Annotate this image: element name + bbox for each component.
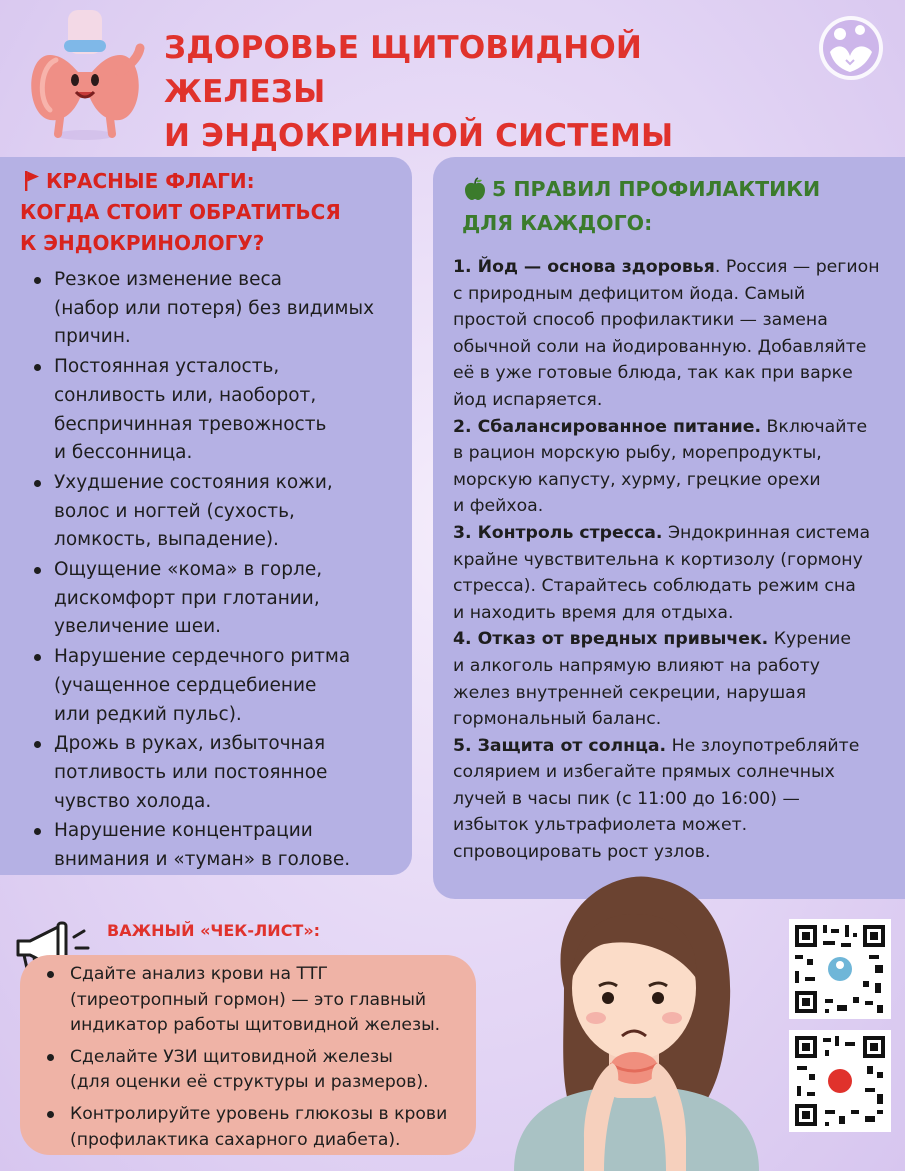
- rule-item: [453, 733, 893, 866]
- rule-title: 5. Защита от солнца.: [453, 735, 667, 756]
- list-item: Ощущение «кома» в горле, дискомфорт при глотании, увеличение шеи.: [30, 556, 400, 642]
- red-flags-heading-line-2: КОГДА СТОИТ ОБРАТИТЬСЯ: [20, 200, 341, 224]
- page-title: [164, 26, 804, 158]
- rule-item: [453, 414, 893, 520]
- list-item: Сделайте УЗИ щитовидной железы (для оценки её структуры и размеров).: [44, 1045, 476, 1096]
- woman-sore-throat-illustration: [504, 868, 766, 1171]
- rule-text: Не злоупотребляйте солярием и избегайте прямых солнечных лучей в часы пик (с 11:00 до 16:00) — избыток ультрафиолета может. спровоцировать рост узлов.: [453, 735, 860, 863]
- red-flag-icon: [24, 170, 40, 192]
- checklist-title: ВАЖНЫЙ «ЧЕК-ЛИСТ»:: [107, 921, 321, 940]
- prevention-rules-list: [453, 254, 893, 866]
- list-item: Дрожь в руках, избыточная потливость или постоянное чувство холода.: [30, 730, 400, 816]
- rule-item: [453, 626, 893, 732]
- red-flags-list: [30, 266, 400, 875]
- rule-text: Эндокринная система крайне чувствительна к кортизолу (гормону стресса). Старайтесь соблюдать режим сна и находить время для отдыха.: [453, 522, 871, 623]
- prevention-rules-heading: [462, 172, 882, 240]
- red-flags-heading-line-3: К ЭНДОКРИНОЛОГУ?: [20, 231, 265, 255]
- thyroid-mascot-illustration: [20, 10, 150, 145]
- rule-title: 2. Сбалансированное питание.: [453, 416, 762, 437]
- qr-code-secondary: [789, 1030, 891, 1132]
- title-line-1: ЗДОРОВЬЕ ЩИТОВИДНОЙ ЖЕЛЕЗЫ: [164, 30, 643, 110]
- rule-item: [453, 520, 893, 626]
- rule-text: Курение и алкоголь напрямую влияют на работу желез внутренней секреции, нарушая гормональный баланс.: [453, 629, 852, 730]
- list-item: Ухудшение состояния кожи, волос и ногтей (сухость, ломкость, выпадение).: [30, 469, 400, 555]
- organization-logo: [816, 14, 886, 82]
- qr-code-organization: [789, 919, 891, 1019]
- rule-text: . Россия — регион с природным дефицитом йода. Самый простой способ профилактики — замена обычной соли на йодированную. Добавляйте её в уже готовые блюда, так как при варке йод испаряется.: [453, 257, 880, 410]
- prevention-heading-line-2: ДЛЯ КАЖДОГО:: [462, 211, 653, 235]
- apple-icon: [464, 177, 486, 201]
- title-line-2: И ЭНДОКРИННОЙ СИСТЕМЫ: [164, 118, 674, 154]
- list-item: Контролируйте уровень глюкозы в крови (профилактика сахарного диабета).: [44, 1102, 476, 1153]
- red-flags-heading: [20, 166, 400, 259]
- rule-text: Включайте в рацион морскую рыбу, морепродукты, морскую капусту, хурму, грецкие орехи и фейхоа.: [453, 416, 868, 517]
- red-flags-heading-line-1: КРАСНЫЕ ФЛАГИ:: [46, 169, 255, 193]
- list-item: Нарушение концентрации внимания и «туман» в голове.: [30, 817, 400, 874]
- rule-title: 3. Контроль стресса.: [453, 522, 663, 543]
- list-item: Резкое изменение веса (набор или потеря) без видимых причин.: [30, 266, 400, 352]
- list-item: Постоянная усталость, сонливость или, наоборот, беспричинная тревожность и бессонница.: [30, 353, 400, 468]
- rule-title: 4. Отказ от вредных привычек.: [453, 629, 769, 650]
- rule-title: 1. Йод — основа здоровья: [453, 257, 715, 277]
- checklist-list: [44, 962, 476, 1159]
- prevention-heading-line-1: 5 ПРАВИЛ ПРОФИЛАКТИКИ: [492, 177, 821, 201]
- rule-item: [453, 254, 893, 414]
- list-item: Сдайте анализ крови на ТТГ (тиреотропный гормон) — это главный индикатор работы щитовидной железы.: [44, 962, 476, 1039]
- list-item: Нарушение сердечного ритма (учащенное сердцебиение или редкий пульс).: [30, 643, 400, 729]
